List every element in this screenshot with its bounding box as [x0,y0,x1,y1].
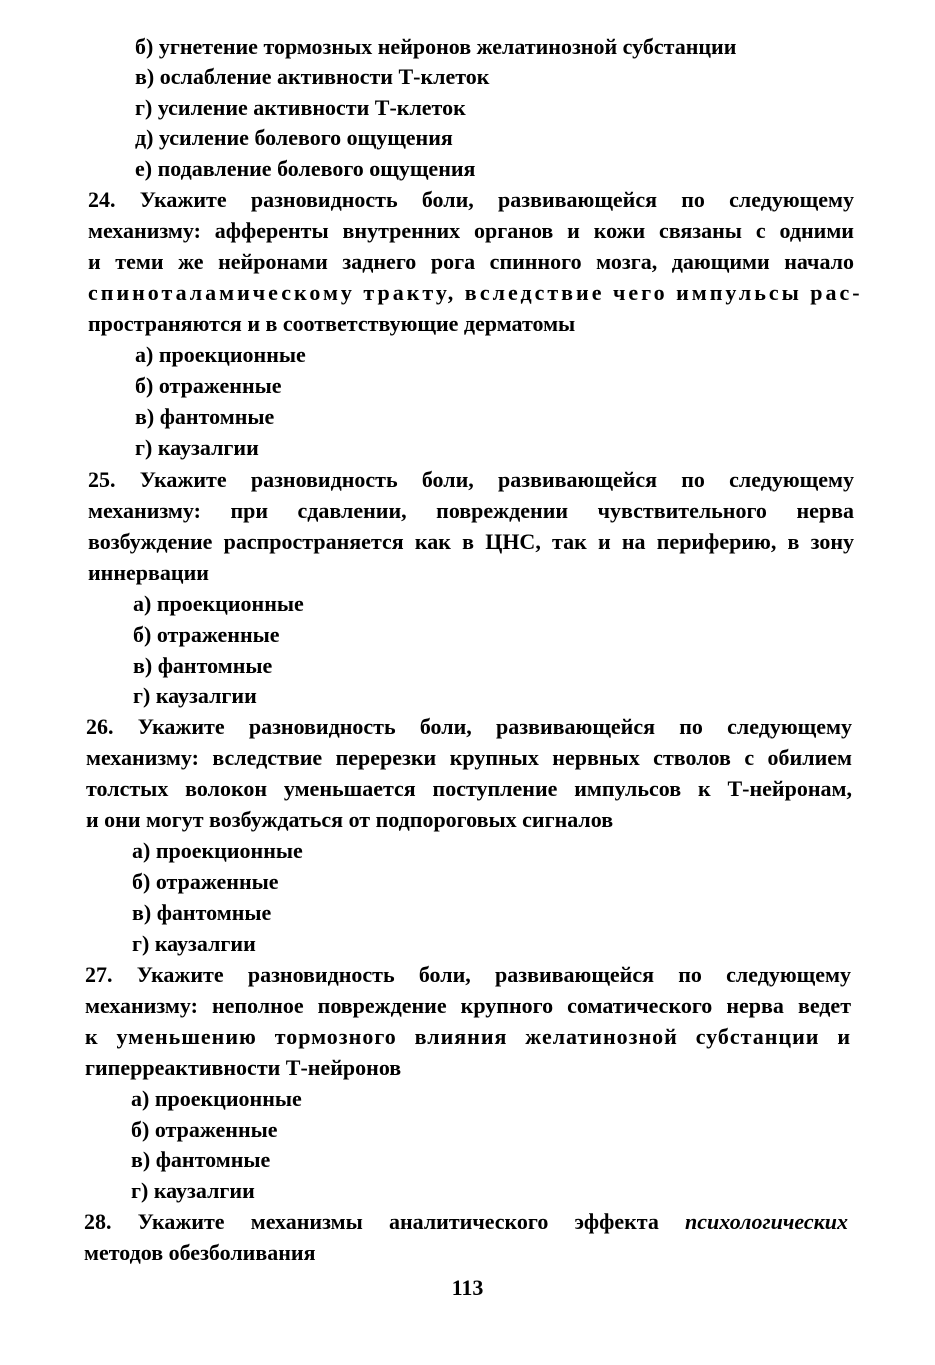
q26-option-v: в) фантомные [132,900,272,925]
q25-option-g: г) каузалгии [133,683,257,708]
q25-option-a: а) проекционные [133,591,304,616]
q26-line-1: 26. Укажите разновидность боли, развивающейся по следующему [86,714,852,739]
q25-line-3: возбуждение распространяется как в ЦНС, так и на периферию, в зону [88,529,854,554]
q27-option-a: а) проекционные [131,1086,302,1111]
q26-line-2: механизму: вследствие перерезки крупных нервных стволов с обилием [86,745,852,770]
q27-line-2: механизму: неполное повреждение крупного соматического нерва ведет [85,993,851,1018]
q26-option-a: а) проекционные [132,838,303,863]
q25-option-v: в) фантомные [133,653,273,678]
q24-line-2: механизму: афференты внутренних органов и кожи связаны с одними [88,218,854,243]
q27-line-3: к уменьшению тормозного влияния желатинозной субстанции и [85,1024,851,1049]
q26-line-3: толстых волокон уменьшается поступление импульсов к Т-нейронам, [86,776,852,801]
q27-line-4: гиперреактивности Т-нейронов [85,1055,402,1080]
q28-line-1-text: 28. Укажите механизмы аналитического эффекта [84,1209,686,1234]
q23-option-e: е) подавление болевого ощущения [135,156,476,181]
q25-line-2: механизму: при сдавлении, повреждении чувствительного нерва [88,498,854,523]
q24-line-5: пространяются и в соответствующие дерматомы [88,311,576,336]
q28-line-2: методов обезболивания [84,1240,316,1265]
q27-line-1: 27. Укажите разновидность боли, развивающейся по следующему [85,962,851,987]
q25-option-b: б) отраженные [133,622,280,647]
q24-option-a: а) проекционные [135,342,306,367]
q27-option-g: г) каузалгии [131,1178,255,1203]
q24-option-g: г) каузалгии [135,435,259,460]
q24-line-4: спиноталамическому тракту, вследствие чего импульсы рас- [88,280,863,305]
q25-line-1: 25. Укажите разновидность боли, развивающейся по следующему [88,467,854,492]
q26-line-4: и они могут возбуждаться от подпороговых сигналов [86,807,614,832]
q23-option-v: в) ослабление активности Т-клеток [135,64,490,89]
page-number: 113 [451,1275,484,1300]
q23-option-g: г) усиление активности Т-клеток [135,95,466,120]
q26-option-b: б) отраженные [132,869,279,894]
q24-line-3: и теми же нейронами заднего рога спинного мозга, дающими начало [88,249,854,274]
q24-option-v: в) фантомные [135,404,275,429]
q28-line-1 [84,1207,848,1237]
q27-option-v: в) фантомные [131,1147,271,1172]
q25-line-4: иннервации [88,560,209,585]
q27-option-b: б) отраженные [131,1117,278,1142]
q28-italic-word: психологических [685,1209,848,1234]
q26-option-g: г) каузалгии [132,931,256,956]
q23-option-d: д) усиление болевого ощущения [135,125,453,150]
q24-line-1: 24. Укажите разновидность боли, развивающейся по следующему [88,187,854,212]
q23-option-b: б) угнетение тормозных нейронов желатинозной субстанции [135,34,737,59]
q24-option-b: б) отраженные [135,373,282,398]
